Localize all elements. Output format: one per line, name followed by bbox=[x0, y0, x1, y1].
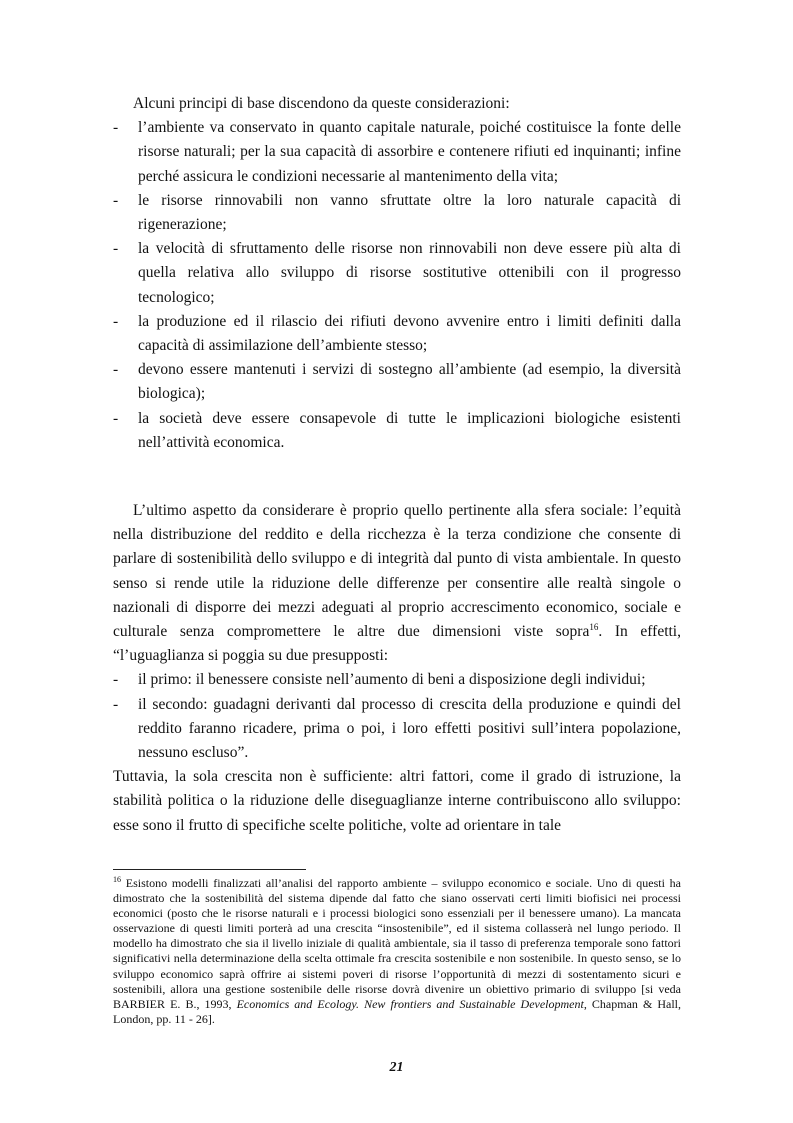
paragraph-text: L’ultimo aspetto da considerare è proprio quello pertinente alla sfera sociale: l’equità nella distribuzione del reddito e della ricchezza è la terza condizione che consente di parlare di sostenibilità dello sviluppo e di integrità dal punto di vista ambientale. In questo senso si rende utile la riduzione delle differenze per consentire alle realtà singole o nazionali di disporre dei mezzi adeguati al proprio accrescimento economico, sociale e culturale senza compromettere le altre due dimensioni viste sopra bbox=[113, 502, 681, 641]
list-item: - l’ambiente va conservato in quanto capitale naturale, poiché costituisce la fonte delle risorse naturali; per la sua capacità di assorbire e contenere rifiuti ed inquinanti; infine perché assicura le condizioni necessarie al mantenimento della vita; bbox=[113, 116, 681, 189]
assumptions-list bbox=[113, 668, 681, 765]
page-number: 21 bbox=[389, 1060, 404, 1075]
intro-paragraph: Alcuni principi di base discendono da queste considerazioni: bbox=[133, 95, 510, 112]
footnote-number: 16 bbox=[113, 875, 121, 884]
principles-list bbox=[113, 116, 681, 455]
footnote-reference: 16 bbox=[589, 621, 599, 632]
footnote-text: Esistono modelli finalizzati all’analisi del rapporto ambiente – sviluppo economico e sociale. Uno di questi ha dimostrato che la sostenibilità del sistema dipende dal fatto che siano osservati certi limiti biofisici nei processi economici (posto che le risorse naturali e i processi biologici sono essenziali per il benessere umano). La mancata osservazione di questi limiti porterà ad una crescita “insostenibile”, ed il sistema collasserà nel lungo periodo. Il modello ha dimostrato che sia il livello iniziale di qualità ambientale, sia il tasso di preferenza temporale sono fattori significativi nella determinazione della scelta ottimale fra crescita sostenibile e non sostenibile. In questo senso, se lo sviluppo economico saprà offrire ai sistemi poveri di risorse l’opportunità di mezzi di sostentamento sicuri e sostenibili, allora una gestione sostenibile delle risorse dovrà divenire un obiettivo primario di sviluppo [si veda BARBIER E. B., 1993, bbox=[113, 876, 682, 1011]
list-item: - la produzione ed il rilascio dei rifiuti devono avvenire entro i limiti definiti dalla capacità di assimilazione dell’ambiente stesso; bbox=[113, 310, 681, 358]
footnote-book-title: Economics and Ecology. New frontiers and Sustainable Development bbox=[236, 996, 584, 1011]
footnote bbox=[113, 876, 681, 1027]
main-text-block-1 bbox=[113, 92, 681, 455]
list-item: - la velocità di sfruttamento delle risorse non rinnovabili non deve essere più alta di quella relativa allo sviluppo di risorse sostitutive ottenibili con il progresso tecnologico; bbox=[113, 237, 681, 310]
list-item: - il secondo: guadagni derivanti dal processo di crescita della produzione e quindi del reddito faranno ricadere, prima o poi, i loro effetti positivi sull’intera popolazione, nessuno escluso”. bbox=[113, 693, 681, 766]
main-text-block-2 bbox=[113, 499, 681, 838]
list-item: - le risorse rinnovabili non vanno sfruttate oltre la loro naturale capacità di rigenerazione; bbox=[113, 189, 681, 237]
paragraph-text-continued: . In effetti, “l’uguaglianza si poggia su due presupposti: bbox=[113, 623, 681, 665]
footnote-tail: , Chapman & Hall, London, pp. 11 - 26]. bbox=[113, 996, 682, 1026]
growth-paragraph: Tuttavia, la sola crescita non è sufficiente: altri fattori, come il grado di istruzione, la stabilità politica o la riduzione delle diseguaglianze interne contribuiscono allo sviluppo: esse sono il frutto di specifiche scelte politiche, volte ad orientare in tale bbox=[113, 768, 681, 834]
list-item: - la società deve essere consapevole di tutte le implicazioni biologiche esistenti nell’attività economica. bbox=[113, 407, 681, 455]
list-item: - il primo: il benessere consiste nell’aumento di beni a disposizione degli individui; bbox=[113, 668, 681, 692]
social-dimension-paragraph bbox=[113, 499, 681, 668]
footnote-separator bbox=[113, 869, 306, 870]
list-item: - devono essere mantenuti i servizi di sostegno all’ambiente (ad esempio, la diversità biologica); bbox=[113, 358, 681, 406]
